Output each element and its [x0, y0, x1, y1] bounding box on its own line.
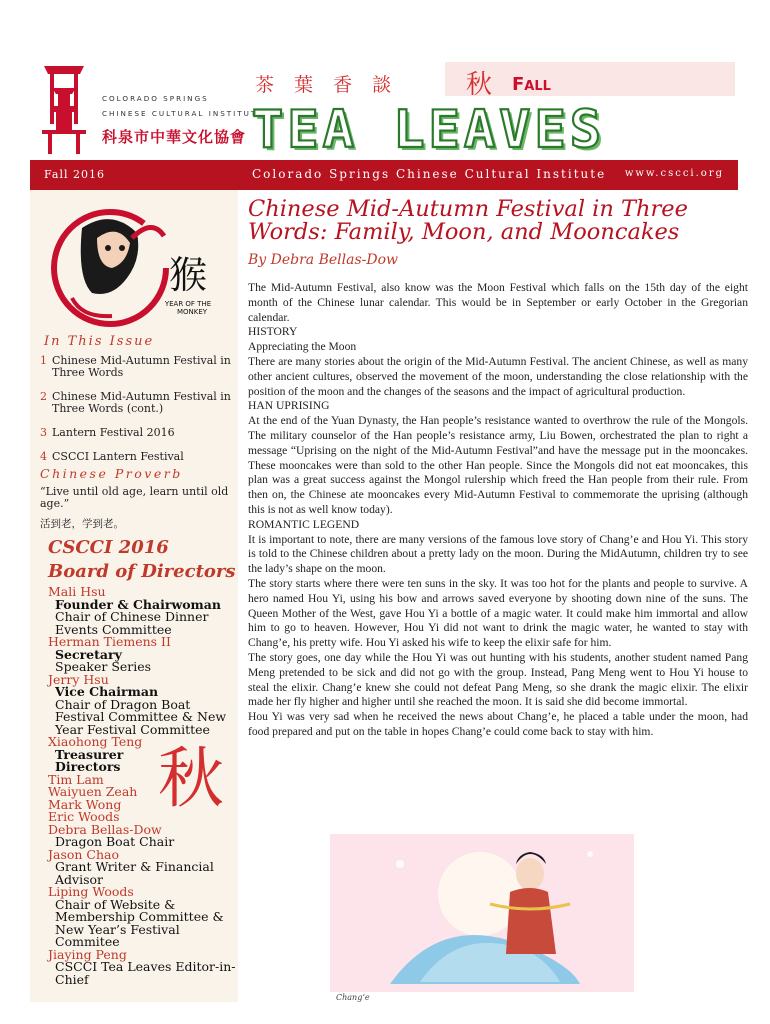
board-member-name: Liping Woods	[48, 884, 134, 899]
article-paragraph: HISTORY	[248, 325, 298, 339]
issue-page-number: 4	[40, 450, 47, 463]
board-member-name: Jiaying Peng	[48, 946, 127, 962]
org-name-line-2: CHINESE CULTURAL INSTITUTE	[102, 109, 264, 118]
banner-organization: Colorado Springs Chinese Cultural Institute	[252, 167, 607, 181]
issue-label: Fall 2016	[44, 168, 105, 181]
autumn-character: 秋	[158, 740, 224, 817]
change-illustration	[330, 834, 634, 992]
board-member-role: Dragon Boat Chair	[55, 834, 175, 849]
issue-page-number: 1	[40, 354, 47, 367]
issue-title: Chinese Mid-Autumn Festival in Three Words	[52, 354, 231, 379]
change-photo	[330, 834, 634, 992]
board-member-name: Mali Hsu	[48, 584, 106, 599]
monkey-caption-line-1: YEAR OF THE	[164, 300, 212, 308]
article-paragraph: The story starts where there were ten suns in the sky. It was too hot for the plants and people to survive. A hero named Hou Yi, using his bow and arrows saved everyone by shooting down nine of the suns. The Queen Mother of the West, gave Hou Yi a bottle of a magic water. It could make him immortal and allow him to go to heaven. However, Hou Yi did not want to drink the magic water, he wanted to stay with Chang’e, his pretty wife. Hou Yi asked his wife to keep the elixir safe for him.	[248, 576, 748, 650]
proverb-heading: Chinese Proverb	[40, 466, 183, 481]
board-member-role: CSCCI Tea Leaves Editor-in-Chief	[55, 959, 236, 987]
in-this-issue-heading: In This Issue	[44, 334, 155, 349]
sidebar	[30, 190, 238, 1002]
board-heading	[48, 536, 236, 584]
board-member-name: Eric Woods	[48, 809, 120, 824]
board-member-role: Vice Chairman	[55, 684, 159, 699]
board-member-name: Jason Chao	[48, 846, 120, 862]
season-chinese: 秋	[466, 70, 493, 100]
board-member-role: Grant Writer & Financial Advisor	[55, 859, 214, 887]
board-member-role: Chair of Dragon Boat Festival Committee & New Year Festival Committee	[55, 696, 227, 737]
monkey-caption-line-2: MONKEY	[176, 308, 208, 316]
board-member-role: Secretary	[55, 646, 122, 662]
issue-page-number: 3	[40, 426, 47, 439]
board-member-name: Xiaohong Teng	[48, 734, 143, 749]
article-paragraph: HAN UPRISING	[248, 399, 330, 413]
board-member-role: Treasurer	[55, 746, 124, 762]
issue-title: Lantern Festival 2016	[52, 426, 175, 439]
board-heading-line-1: CSCCI 2016	[48, 537, 169, 558]
season-english: Fall	[512, 74, 551, 95]
article-headline: Chinese Mid-Autumn Festival in Three Words: Family, Moon, and Mooncakes	[248, 196, 688, 245]
photo-caption: Chang’e	[336, 993, 370, 1002]
board-member-name: Debra Bellas-Dow	[48, 821, 162, 837]
issue-item[interactable]	[40, 355, 235, 379]
org-name-chinese: 科泉市中華文化協會	[102, 128, 247, 146]
issue-page-number: 2	[40, 390, 47, 403]
board-member-role: Directors	[55, 759, 121, 774]
board-member-role: Chair of Chinese Dinner Events Committee	[55, 609, 209, 637]
temple-logo-icon	[38, 60, 90, 160]
article-paragraph: ROMANTIC LEGEND	[248, 517, 360, 531]
board-member-name: Herman Tiemens II	[48, 634, 171, 649]
board-member-name: Jerry Hsu	[48, 671, 109, 687]
org-name-line-1: COLORADO SPRINGS	[102, 94, 209, 103]
article-byline: By Debra Bellas-Dow	[248, 252, 399, 268]
board-heading-line-2: Board of Directors	[48, 561, 236, 582]
issue-item[interactable]	[40, 427, 235, 439]
proverb-text: “Live until old age, learn until old age.”	[40, 485, 229, 510]
issue-title: CSCCI Lantern Festival	[52, 450, 184, 463]
article-paragraph: There are many stories about the origin of the Mid-Autumn Festival. The ancient Chinese, as well as many other ancient cultures, observed the movement of the moon, understanding the close relationship with the position of the moon and the changes of the seasons and the impact of agricultural production.	[248, 354, 748, 398]
article-paragraph: At the end of the Yuan Dynasty, the Han people’s resistance wanted to overthrow the rule of the Mongols. The military counselor of the Han people’s resistance army, Liu Bowen, orchestrated the plan to right a message “Uprising on the night of the Mid-Autumn Festival”and have the message put in the mooncakes. These mooncakes were than sold to the other Han people. Since the Mongols did not eat mooncakes, this plan was a great success against the Mongol rulership which freed the Han people from their rule. From then on, the Chinese ate mooncakes every Mid-Autumn Festival to commemorate the uprising (although this is not as well know today).	[248, 414, 748, 516]
proverb-chinese: 活到老，学到老。	[40, 518, 124, 530]
board-member-name: Tim Lam	[48, 771, 104, 787]
board-member-name: Waiyuen Zeah	[48, 784, 138, 799]
issue-item[interactable]	[40, 391, 235, 415]
issue-item[interactable]	[40, 451, 235, 463]
newsletter-chinese-title: 茶 葉 香 談	[255, 74, 399, 96]
article-paragraph: The story goes, one day while the Hou Yi was out hunting with his students, another student named Pang Meng pretended to be sick and did not go with the group. Instead, Pang Meng went to Hou Yi house to steal the elixir. Chang’e knew she could not defeat Pang Meng, so she drank the magic elixir. The elixir made her fly higher and higher until she reached the moon. It is said she did become immortal.	[248, 650, 748, 709]
newsletter-title: TEA LEAVES	[252, 100, 606, 160]
board-member-role: Chair of Website & Membership Committee & New Year’s Festival Commitee	[55, 896, 224, 949]
board-member-role: Speaker Series	[55, 659, 152, 674]
board-member-role: Founder & Chairwoman	[55, 596, 221, 612]
issue-title: Chinese Mid-Autumn Festival in Three Words (cont.)	[52, 390, 231, 415]
issue-list	[40, 355, 235, 475]
article-paragraph: Hou Yi was very sad when he received the news about Chang’e, he placed a table under the moon, had food prepared and put on the table in hopes Chang’e could come back to stay with him.	[248, 710, 748, 738]
board-member-name: Mark Wong	[48, 796, 122, 812]
website-link[interactable]: www.cscci.org	[624, 168, 724, 179]
monkey-chinese-character: 猴	[168, 253, 208, 297]
article-body	[248, 281, 748, 740]
year-of-monkey-illustration	[42, 198, 232, 328]
article-paragraph: It is important to note, there are many versions of the famous love story of Chang’e and Hou Yi. This story is told to the Chinese children about a pretty lady on the moon. During the MidAutumn, children try to see the lady’s shape on the moon.	[248, 532, 748, 576]
article-paragraph: Appreciating the Moon	[248, 340, 357, 354]
issue-banner	[30, 160, 738, 190]
article-paragraph: The Mid-Autumn Festival, also know was the Moon Festival which falls on the 15th day of the eight month of the Chinese lunar calendar. This would be in September or early October in the Gregorian calendar.	[248, 281, 748, 324]
